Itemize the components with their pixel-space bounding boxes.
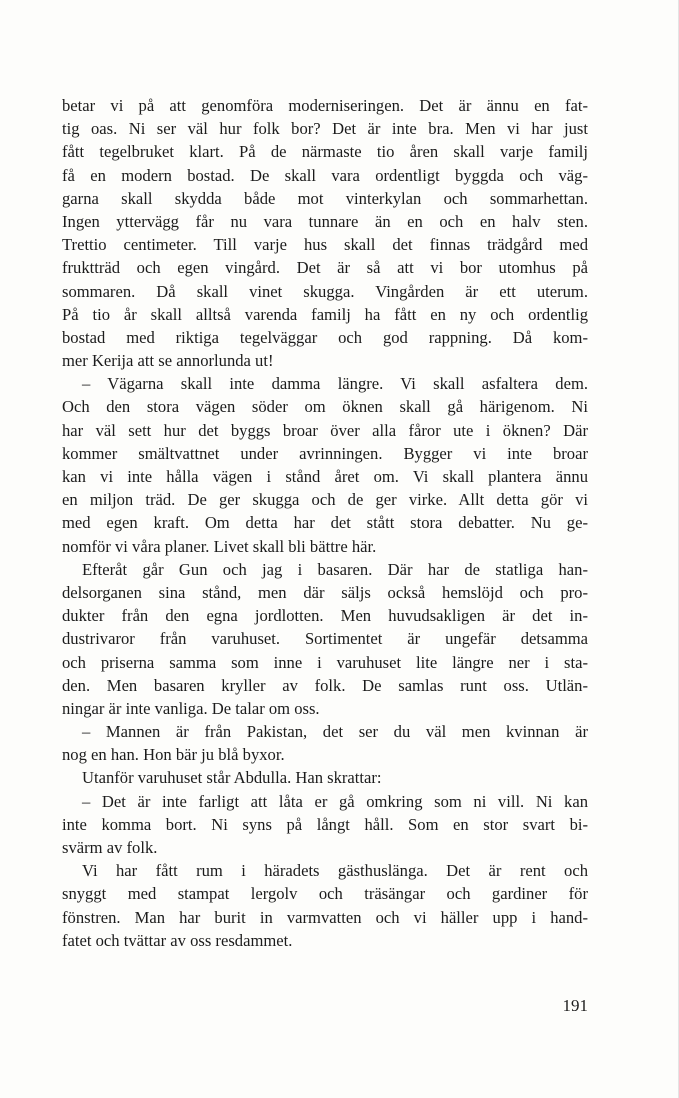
text-line: dustrivaror från varuhuset. Sortimentet är ungefär detsamma <box>62 629 588 649</box>
text-line: delsorganen sina stånd, men där säljs också hemslöjd och pro- <box>62 582 588 602</box>
text-line: Efteråt går Gun och jag i basaren. Där har de statliga han- <box>82 559 588 579</box>
text-line: nomför vi våra planer. Livet skall bli bättre här. <box>62 536 377 556</box>
text-line: garna skall skydda både mot vinterkylan och sommarhettan. <box>62 188 588 208</box>
text-line: nog en han. Hon bär ju blå byxor. <box>62 745 285 765</box>
text-line: Vi har fått rum i häradets gästhuslänga. Det är rent och <box>82 861 588 881</box>
text-line: bostad med riktiga tegelväggar och god rappning. Då kom- <box>62 327 588 347</box>
text-line: Utanför varuhuset står Abdulla. Han skrattar: <box>82 768 382 788</box>
text-line: ningar är inte vanliga. De talar om oss. <box>62 698 320 718</box>
body-text <box>62 94 588 952</box>
text-line: inte komma bort. Ni syns på långt håll. Som en stor svart bi- <box>62 814 588 834</box>
text-line: betar vi på att genomföra moderniseringen. Det är ännu en fat- <box>62 96 588 115</box>
text-line: har väl sett hur det byggs broar över alla fåror ute i öknen? Där <box>62 420 588 440</box>
text-line: fönstren. Man har burit in varmvatten och vi häller upp i hand- <box>62 907 588 927</box>
text-line: fått tegelbruket klart. På de närmaste tio åren skall varje familj <box>62 142 588 162</box>
text-line: tig oas. Ni ser väl hur folk bor? Det är inte bra. Men vi har just <box>62 119 588 139</box>
text-line: mer Kerija att se annorlunda ut! <box>62 351 274 371</box>
text-line: med egen kraft. Om detta har det stått stora debatter. Nu ge- <box>62 513 588 533</box>
text-line: – Vägarna skall inte damma längre. Vi skall asfaltera dem. <box>82 374 588 394</box>
text-line: Trettio centimeter. Till varje hus skall det finnas trädgård med <box>62 235 588 255</box>
text-line: svärm av folk. <box>62 838 158 857</box>
text-line: få en modern bostad. De skall vara ordentligt byggda och väg- <box>62 165 588 185</box>
text-line: en miljon träd. De ger skugga och de ger virke. Allt detta gör vi <box>62 490 588 510</box>
text-line: snyggt med stampat lergolv och träsängar och gardiner för <box>62 884 588 904</box>
text-line: och priserna samma som inne i varuhuset lite längre ner i sta- <box>62 652 588 672</box>
text-line: fruktträd och egen vingård. Det är så att vi bor utomhus på <box>62 258 588 278</box>
text-line: den. Men basaren kryller av folk. De samlas runt oss. Utlän- <box>62 675 588 695</box>
text-line: – Mannen är från Pakistan, det ser du väl men kvinnan är <box>82 722 588 742</box>
text-line: kan vi inte hålla vägen i stånd året om. Vi skall plantera ännu <box>62 467 588 486</box>
text-line: Och den stora vägen söder om öknen skall gå härigenom. Ni <box>62 397 588 417</box>
text-line: På tio år skall alltså varenda familj ha fått en ny och ordentlig <box>62 304 588 324</box>
page-number: 191 <box>562 996 588 1015</box>
text-line: sommaren. Då skall vinet skugga. Vingården är ett uterum. <box>62 281 588 301</box>
text-line: – Det är inte farligt att låta er gå omkring som ni vill. Ni kan <box>82 791 588 811</box>
text-line: dukter från den egna jordlotten. Men huvudsakligen är det in- <box>62 606 588 626</box>
text-line: kommer smältvattnet under avrinningen. Bygger vi inte broar <box>62 443 588 463</box>
text-line: fatet och tvättar av oss resdammet. <box>62 930 293 950</box>
text-line: Ingen yttervägg får nu vara tunnare än en och en halv sten. <box>62 211 588 231</box>
